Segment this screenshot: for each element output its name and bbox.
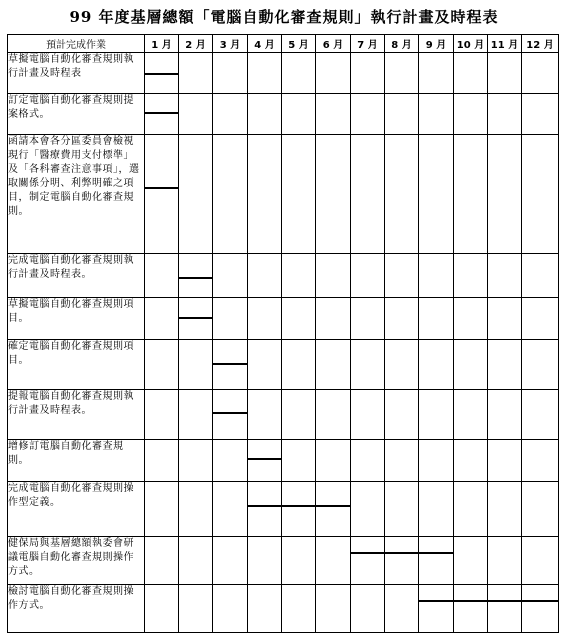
month-header: 7 月 — [351, 35, 385, 53]
schedule-body — [8, 53, 559, 633]
month-cell — [419, 53, 454, 94]
month-cell — [179, 390, 213, 440]
month-cell — [385, 94, 419, 135]
month-cell — [179, 482, 213, 537]
month-cell — [385, 585, 419, 633]
task-description: 增修訂電腦自動化審查規則。 — [8, 440, 145, 482]
month-cell — [351, 390, 385, 440]
schedule-bar — [282, 505, 316, 507]
schedule-bar — [248, 458, 282, 460]
month-cell — [248, 254, 282, 298]
month-header: 10 月 — [454, 35, 488, 53]
schedule-bar — [316, 505, 351, 507]
month-header: 11 月 — [488, 35, 522, 53]
month-cell — [488, 254, 522, 298]
month-cell — [282, 340, 316, 390]
month-cell — [282, 482, 316, 537]
schedule-bar — [385, 552, 419, 554]
month-cell — [179, 53, 213, 94]
month-cell — [385, 440, 419, 482]
month-cell — [248, 585, 282, 633]
schedule-bar — [145, 73, 179, 75]
page-title: 99 年度基層總額「電腦自動化審查規則」執行計畫及時程表 — [69, 8, 499, 26]
month-cell — [419, 390, 454, 440]
month-cell — [282, 537, 316, 585]
month-cell — [145, 585, 179, 633]
month-cell — [522, 537, 559, 585]
month-header: 1 月 — [145, 35, 179, 53]
task-description: 草擬電腦自動化審查規則執行計畫及時程表 — [8, 53, 145, 94]
month-cell — [282, 585, 316, 633]
schedule-bar — [488, 600, 522, 602]
month-cell — [522, 135, 559, 254]
month-cell — [419, 537, 454, 585]
month-cell — [213, 390, 248, 440]
table-row — [8, 53, 559, 94]
schedule-bar — [213, 363, 248, 365]
table-row — [8, 94, 559, 135]
month-header: 8 月 — [385, 35, 419, 53]
month-cell — [248, 537, 282, 585]
month-cell — [488, 94, 522, 135]
month-cell — [179, 585, 213, 633]
schedule-bar — [248, 505, 282, 507]
month-cell — [213, 340, 248, 390]
month-cell — [385, 340, 419, 390]
table-row — [8, 254, 559, 298]
table-row — [8, 440, 559, 482]
month-cell — [454, 298, 488, 340]
month-cell — [454, 440, 488, 482]
task-description: 函請本會各分區委員會檢視現行「醫療費用支付標準」及「各科審查注意事項」，選取關係分明、利弊明確之項目，制定電腦自動化審查規則。 — [8, 135, 145, 254]
month-cell — [248, 94, 282, 135]
month-header: 5 月 — [282, 35, 316, 53]
month-cell — [385, 53, 419, 94]
month-cell — [248, 340, 282, 390]
month-cell — [145, 340, 179, 390]
month-cell — [385, 537, 419, 585]
month-cell — [179, 94, 213, 135]
month-cell — [213, 94, 248, 135]
month-cell — [213, 440, 248, 482]
month-cell — [351, 440, 385, 482]
month-cell — [351, 482, 385, 537]
month-cell — [385, 482, 419, 537]
month-cell — [213, 298, 248, 340]
schedule-table — [7, 34, 559, 633]
schedule-bar — [351, 552, 385, 554]
schedule-bar — [145, 112, 179, 114]
month-cell — [385, 298, 419, 340]
month-cell — [522, 53, 559, 94]
schedule-bar — [145, 187, 179, 189]
month-cell — [213, 585, 248, 633]
month-cell — [145, 482, 179, 537]
month-cell — [419, 585, 454, 633]
table-row — [8, 298, 559, 340]
month-cell — [488, 585, 522, 633]
task-description: 健保局與基層總額執委會研議電腦自動化審查規則操作方式。 — [8, 537, 145, 585]
month-cell — [419, 254, 454, 298]
month-cell — [248, 53, 282, 94]
month-cell — [179, 537, 213, 585]
month-cell — [145, 537, 179, 585]
table-row — [8, 390, 559, 440]
schedule-bar — [213, 412, 248, 414]
month-cell — [316, 482, 351, 537]
month-cell — [282, 390, 316, 440]
month-cell — [454, 340, 488, 390]
schedule-bar — [179, 277, 213, 279]
month-cell — [213, 135, 248, 254]
month-cell — [454, 53, 488, 94]
month-cell — [213, 254, 248, 298]
month-cell — [316, 585, 351, 633]
month-cell — [145, 94, 179, 135]
month-cell — [282, 94, 316, 135]
month-cell — [385, 390, 419, 440]
task-column-header: 預計完成作業 — [8, 35, 145, 53]
month-header: 2 月 — [179, 35, 213, 53]
month-cell — [145, 298, 179, 340]
month-cell — [454, 254, 488, 298]
month-cell — [145, 390, 179, 440]
month-cell — [145, 53, 179, 94]
month-cell — [488, 390, 522, 440]
month-cell — [213, 53, 248, 94]
task-description: 檢討電腦自動化審查規則操作方式。 — [8, 585, 145, 633]
month-cell — [248, 135, 282, 254]
month-cell — [488, 298, 522, 340]
month-cell — [316, 390, 351, 440]
month-header: 6 月 — [316, 35, 351, 53]
month-cell — [213, 537, 248, 585]
month-cell — [522, 340, 559, 390]
month-cell — [522, 585, 559, 633]
month-cell — [282, 254, 316, 298]
month-cell — [522, 390, 559, 440]
month-cell — [454, 482, 488, 537]
month-cell — [419, 135, 454, 254]
month-cell — [488, 440, 522, 482]
month-cell — [419, 298, 454, 340]
table-row — [8, 482, 559, 537]
month-cell — [522, 254, 559, 298]
month-cell — [282, 135, 316, 254]
month-cell — [522, 298, 559, 340]
month-cell — [248, 298, 282, 340]
table-row — [8, 537, 559, 585]
month-cell — [282, 53, 316, 94]
schedule-bar — [454, 600, 488, 602]
month-cell — [522, 440, 559, 482]
month-cell — [316, 537, 351, 585]
month-cell — [316, 53, 351, 94]
month-cell — [316, 254, 351, 298]
month-cell — [316, 340, 351, 390]
month-cell — [419, 340, 454, 390]
table-row — [8, 585, 559, 633]
month-cell — [179, 340, 213, 390]
month-cell — [248, 390, 282, 440]
month-cell — [351, 94, 385, 135]
task-description: 草擬電腦自動化審查規則項目。 — [8, 298, 145, 340]
schedule-bar — [419, 600, 454, 602]
schedule-bar — [522, 600, 559, 602]
month-cell — [351, 135, 385, 254]
month-header: 9 月 — [419, 35, 454, 53]
month-cell — [316, 440, 351, 482]
month-header: 12 月 — [522, 35, 559, 53]
month-cell — [488, 537, 522, 585]
table-row — [8, 135, 559, 254]
task-description: 完成電腦自動化審查規則執行計畫及時程表。 — [8, 254, 145, 298]
month-header: 4 月 — [248, 35, 282, 53]
month-cell — [179, 135, 213, 254]
schedule-bar — [419, 552, 454, 554]
month-cell — [385, 254, 419, 298]
month-cell — [351, 298, 385, 340]
month-cell — [351, 254, 385, 298]
task-description: 完成電腦自動化審查規則操作型定義。 — [8, 482, 145, 537]
month-cell — [488, 482, 522, 537]
month-cell — [179, 254, 213, 298]
month-cell — [248, 482, 282, 537]
month-cell — [351, 340, 385, 390]
month-cell — [145, 254, 179, 298]
schedule-bar — [179, 317, 213, 319]
task-description: 確定電腦自動化審查規則項目。 — [8, 340, 145, 390]
month-cell — [454, 537, 488, 585]
month-cell — [488, 340, 522, 390]
month-cell — [145, 135, 179, 254]
month-cell — [351, 53, 385, 94]
month-cell — [419, 482, 454, 537]
month-cell — [454, 585, 488, 633]
month-cell — [316, 298, 351, 340]
month-cell — [454, 390, 488, 440]
task-description: 提報電腦自動化審查規則執行計畫及時程表。 — [8, 390, 145, 440]
table-row — [8, 340, 559, 390]
month-cell — [179, 298, 213, 340]
month-cell — [454, 94, 488, 135]
month-cell — [316, 94, 351, 135]
month-cell — [316, 135, 351, 254]
month-cell — [282, 298, 316, 340]
month-cell — [248, 440, 282, 482]
month-cell — [351, 537, 385, 585]
month-cell — [488, 53, 522, 94]
month-cell — [145, 440, 179, 482]
task-description: 訂定電腦自動化審查規則提案格式。 — [8, 94, 145, 135]
month-cell — [179, 440, 213, 482]
month-header: 3 月 — [213, 35, 248, 53]
month-cell — [522, 482, 559, 537]
month-cell — [282, 440, 316, 482]
month-cell — [488, 135, 522, 254]
month-cell — [385, 135, 419, 254]
month-cell — [213, 482, 248, 537]
header-row — [8, 35, 559, 53]
month-cell — [522, 94, 559, 135]
month-cell — [419, 440, 454, 482]
month-cell — [351, 585, 385, 633]
month-cell — [419, 94, 454, 135]
month-cell — [454, 135, 488, 254]
